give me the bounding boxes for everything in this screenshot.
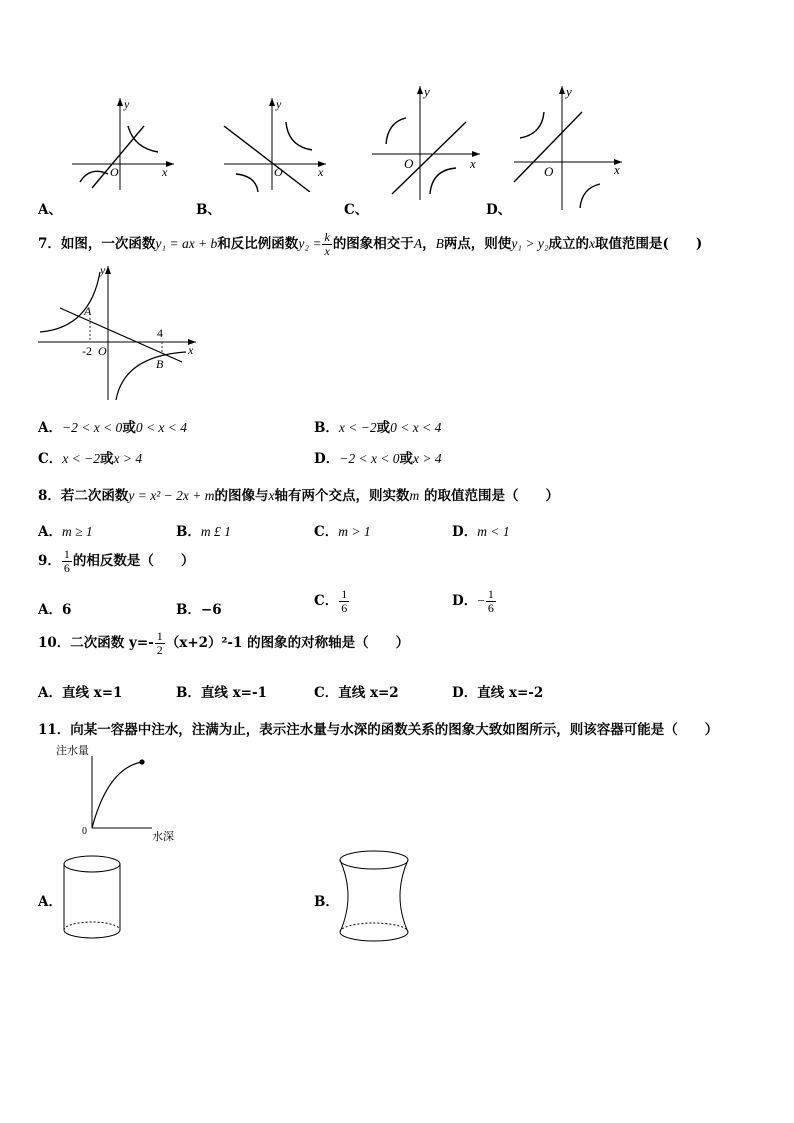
- q10-option-c-value: 直线 x=2: [338, 685, 399, 701]
- q7-option-b[interactable]: [314, 416, 441, 436]
- q6-option-c-label[interactable]: C、: [344, 202, 369, 218]
- q7-option-a-math: −2 < x < 0: [61, 420, 123, 435]
- x-label: x: [162, 165, 168, 179]
- point-b-label: B: [156, 357, 164, 371]
- q7-option-a[interactable]: [38, 416, 187, 436]
- q8-option-c[interactable]: [314, 520, 371, 540]
- q9-option-d-label: D．: [452, 593, 478, 609]
- graph-a: [62, 92, 182, 192]
- q9-option-d[interactable]: [452, 588, 497, 615]
- graph-c: [366, 82, 486, 202]
- origin-label: O: [404, 156, 414, 171]
- q7-point-a: A: [413, 236, 423, 251]
- q9-option-c-fraction: [339, 588, 349, 615]
- q7-option-c-join: 或: [99, 451, 114, 467]
- x-label: x: [188, 343, 194, 357]
- hyperbola-branch-left: [40, 272, 100, 332]
- y-arrow-icon: [117, 98, 123, 106]
- q9-option-a-value: 6: [61, 602, 72, 618]
- q6-option-a-label[interactable]: A、: [38, 202, 62, 218]
- q6-option-d-label[interactable]: D、: [486, 202, 512, 218]
- q11-text: 向某一容器中注水，注满为止，表示注水量与水深的函数关系的图象大致如图所示，则该容器可能是（ ）: [70, 722, 719, 738]
- q10-fraction: [155, 630, 165, 657]
- q7-option-d-math: −2 < x < 0: [339, 451, 400, 466]
- q11-stem: [38, 718, 718, 738]
- cylinder-bottom-back: [64, 922, 120, 930]
- y-label: y: [566, 84, 572, 99]
- q8-var-m: m: [409, 488, 420, 503]
- y-label: y: [424, 84, 430, 99]
- q6-option-b-label[interactable]: B、: [196, 202, 221, 218]
- hyperbola-branch-2: [236, 174, 258, 192]
- q7-formula-2-lhs: y₂ =: [298, 236, 322, 251]
- q9-fraction: [62, 548, 72, 575]
- q10-option-d-value: 直线 x=-2: [477, 685, 544, 701]
- water-curve: [92, 762, 142, 828]
- q7-option-c-math2: x > 4: [113, 451, 143, 466]
- q10-stem: [38, 630, 409, 657]
- q10-fraction-num: 1: [156, 629, 163, 643]
- q7-text-1: 如图，一次函数: [60, 236, 156, 252]
- q7-option-d[interactable]: [314, 447, 442, 467]
- container-bottom-front: [340, 932, 408, 941]
- q10-option-a[interactable]: [38, 681, 122, 701]
- q9-option-d-den: 6: [487, 601, 494, 615]
- q7-option-c[interactable]: [38, 447, 142, 467]
- q7-formula-2-fraction: [322, 231, 331, 258]
- tick-neg-2: -2: [82, 344, 92, 358]
- line-graph: [224, 126, 310, 192]
- q10-option-b[interactable]: [176, 681, 267, 701]
- q11-number: 11．: [38, 722, 71, 738]
- q10-option-d-label: D．: [452, 685, 478, 701]
- q8-text-1: 若二次函数: [60, 488, 129, 504]
- q9-option-c-den: 6: [341, 601, 348, 615]
- q8-option-c-math: m > 1: [338, 524, 371, 539]
- q7-graph: [36, 262, 198, 404]
- q7-option-a-label: A．: [38, 420, 62, 436]
- q9-option-d-fraction: [486, 588, 496, 615]
- point-a-label: A: [84, 304, 92, 318]
- q9-option-b-value: −6: [200, 602, 222, 618]
- x-label: x: [318, 165, 324, 179]
- q9-text: 的相反数是（ ）: [72, 553, 195, 569]
- y-arrow-icon: [417, 86, 423, 94]
- hyperbola-branch-2: [80, 171, 108, 182]
- q7-text-4: ，: [422, 236, 436, 252]
- q10-text-2: （x+2）²-1 的图象的对称轴是（ ）: [165, 635, 410, 651]
- q7-text-7: 取值范围是( ): [595, 236, 703, 252]
- container-left-side: [340, 860, 348, 932]
- origin-label: O: [98, 344, 107, 358]
- graph-b: [214, 92, 334, 192]
- q10-option-c-label: C．: [314, 685, 339, 701]
- y-arrow-icon: [105, 266, 111, 274]
- y-arrow-icon: [559, 86, 565, 94]
- q7-fraction-den: x: [324, 244, 330, 258]
- q7-option-a-join: 或: [122, 420, 136, 436]
- q7-option-a-math2: 0 < x < 4: [135, 420, 188, 435]
- q7-text-3: 的图象相交于: [332, 236, 414, 252]
- hyperbola-branch-2: [580, 184, 600, 208]
- q10-option-d[interactable]: [452, 681, 543, 701]
- q9-option-d-num: 1: [487, 587, 494, 601]
- q8-option-c-label: C．: [314, 524, 339, 540]
- container-bottom-back: [340, 923, 408, 932]
- q10-option-a-value: 直线 x=1: [61, 685, 123, 701]
- container-right-side: [400, 860, 408, 932]
- container-top: [340, 851, 408, 869]
- tick-4: 4: [157, 326, 163, 340]
- hyperbola-branch-2: [430, 168, 456, 194]
- q8-text-4: 的取值范围是（ ）: [419, 488, 559, 504]
- q9-option-c[interactable]: [314, 588, 350, 615]
- q11-option-a-label[interactable]: A．: [38, 894, 62, 910]
- y-label: y: [124, 97, 130, 111]
- q7-stem: [38, 231, 702, 258]
- q7-formula-3: y₁ > y₂: [511, 236, 549, 251]
- q8-var-x: x: [268, 488, 275, 503]
- x-axis-label: 水深: [152, 831, 174, 843]
- q8-formula: y = x² − 2x + m: [128, 488, 215, 503]
- q7-option-b-label: B．: [314, 420, 339, 436]
- q7-option-c-label: C．: [38, 451, 63, 467]
- q9-option-c-num: 1: [341, 587, 348, 601]
- q7-option-b-math2: 0 < x < 4: [390, 420, 442, 435]
- q8-option-d-label: D．: [452, 524, 478, 540]
- hourglass-container: [334, 846, 414, 946]
- hyperbola-branch-1: [286, 122, 312, 150]
- q7-formula-1: y₁ = ax + b: [155, 236, 218, 251]
- origin-label: O: [544, 164, 554, 179]
- q7-option-d-label: D．: [314, 451, 340, 467]
- q9-option-b[interactable]: [176, 598, 222, 618]
- q9-fraction-den: 6: [63, 561, 70, 575]
- q9-option-a[interactable]: [38, 598, 71, 618]
- q8-option-b[interactable]: [176, 520, 231, 540]
- origin-label: O: [110, 165, 119, 179]
- cylinder-top: [64, 856, 120, 872]
- graph-d: [508, 82, 628, 212]
- q10-number: 10．: [38, 635, 71, 651]
- q7-number: 7．: [38, 236, 61, 252]
- y-label: y: [100, 263, 106, 277]
- q7-point-b: B: [435, 236, 444, 251]
- cylinder-container: [60, 852, 124, 944]
- q7-option-d-math2: x > 4: [413, 451, 442, 466]
- q7-option-d-join: 或: [399, 451, 414, 467]
- q8-text-3: 轴有两个交点，则实数: [274, 488, 410, 504]
- q8-option-a-math: m ≥ 1: [61, 524, 93, 539]
- q8-option-a-label: A．: [38, 524, 62, 540]
- y-arrow-icon: [269, 98, 275, 106]
- q9-option-b-label: B．: [176, 602, 201, 618]
- q11-option-b-label[interactable]: B．: [314, 894, 339, 910]
- q9-option-a-label: A．: [38, 602, 62, 618]
- q7-option-b-join: 或: [376, 420, 391, 436]
- q10-text-1: 二次函数 y=-: [70, 635, 154, 651]
- x-label: x: [614, 162, 620, 177]
- y-label: y: [276, 97, 282, 111]
- q7-var-x: x: [589, 236, 596, 251]
- q8-option-b-math: m £ 1: [200, 524, 231, 539]
- q9-option-c-label: C．: [314, 593, 339, 609]
- origin-label: 0: [82, 826, 87, 837]
- end-point: [139, 759, 144, 764]
- q8-option-d[interactable]: [452, 520, 510, 540]
- cylinder-bottom-front: [64, 930, 120, 938]
- q10-option-a-label: A．: [38, 685, 62, 701]
- hyperbola-branch-1: [386, 118, 406, 144]
- q9-option-d-sign: −: [477, 593, 485, 608]
- x-label: x: [470, 156, 476, 171]
- q8-stem: [38, 484, 559, 504]
- q8-number: 8．: [38, 488, 61, 504]
- q7-option-c-math: x < −2: [62, 451, 100, 466]
- hyperbola-branch-1: [520, 112, 544, 138]
- q11-graph: [52, 744, 188, 844]
- q7-text-6: 成立的: [548, 236, 590, 252]
- q7-text-5: 两点，则使: [443, 236, 512, 252]
- q9-fraction-num: 1: [63, 547, 70, 561]
- y-axis-label: 注水量: [56, 745, 89, 757]
- q8-option-a[interactable]: [38, 520, 93, 540]
- q7-option-b-math: x < −2: [338, 420, 377, 435]
- q7-fraction-num: k: [324, 230, 330, 244]
- q10-option-c[interactable]: [314, 681, 399, 701]
- q8-option-b-label: B．: [176, 524, 201, 540]
- q9-number: 9．: [38, 553, 61, 569]
- q9-stem: [38, 548, 194, 575]
- q8-text-2: 的图像与: [214, 488, 269, 504]
- q10-fraction-den: 2: [156, 643, 163, 657]
- q10-option-b-label: B．: [176, 685, 201, 701]
- q7-text-2: 和反比例函数: [217, 236, 299, 252]
- origin-label: O: [274, 165, 283, 179]
- q10-option-b-value: 直线 x=-1: [200, 685, 267, 701]
- q8-option-d-math: m < 1: [477, 524, 510, 539]
